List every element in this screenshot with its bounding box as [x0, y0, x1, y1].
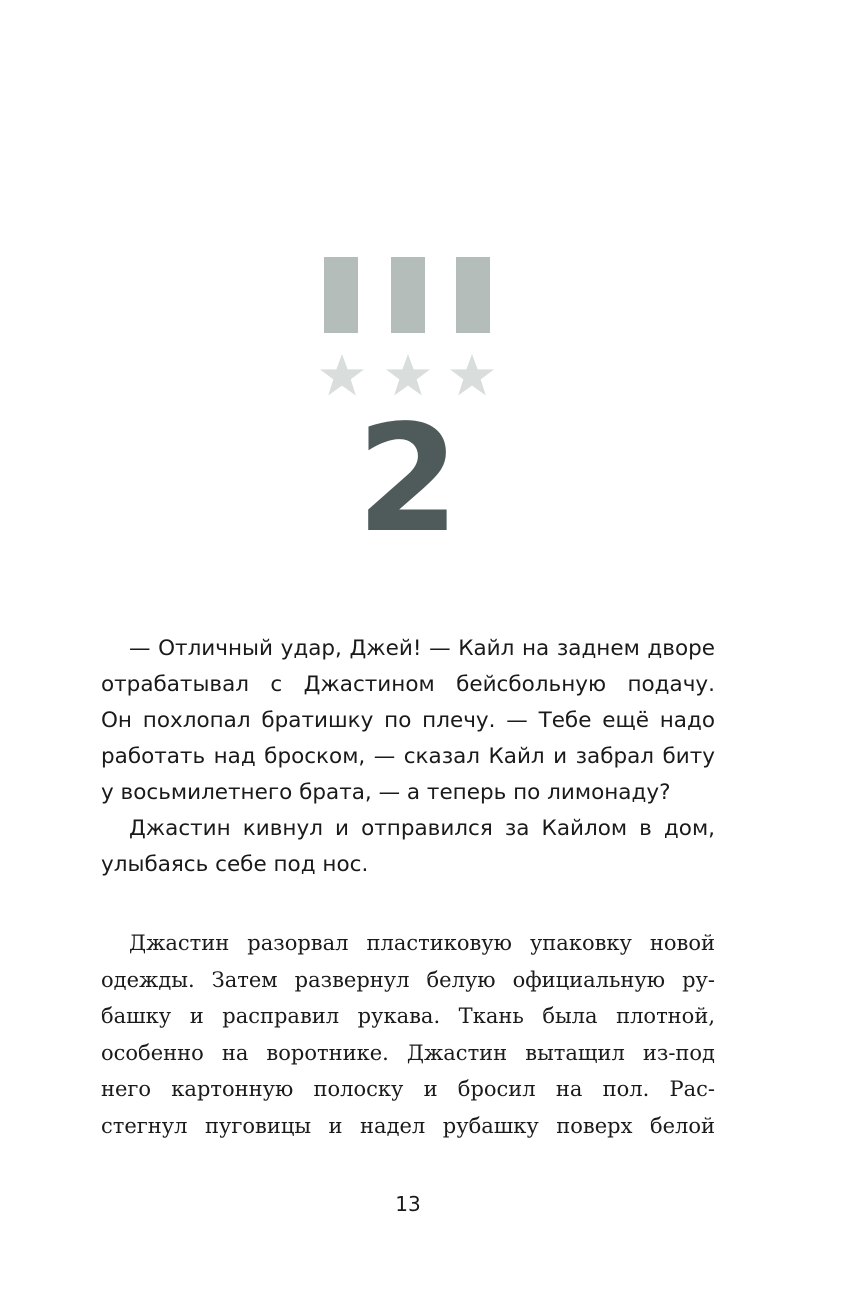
numeral-bar: [391, 257, 425, 333]
text-line: Он похлопал братишку по плечу. — Тебе ещё надо: [101, 708, 715, 733]
text-line: него картонную полоску и бросил на пол. Рас-: [101, 1077, 715, 1101]
text-line: Джастин разорвал пластиковую упаковку новой: [129, 931, 715, 955]
text-line: работать над броском, — сказал Кайл и забрал биту: [101, 744, 715, 769]
chapter-number: 2: [356, 393, 460, 565]
text-line: башку и расправил рукава. Ткань была плотной,: [101, 1004, 715, 1028]
text-line: особенно на воротнике. Джастин вытащил из-под: [101, 1040, 715, 1065]
page-number: 13: [395, 1192, 421, 1216]
text-line: отрабатывал с Джастином бейсбольную подачу.: [101, 672, 715, 697]
part-numeral: [324, 257, 490, 333]
numeral-bar: [456, 257, 490, 333]
text-line: Джастин кивнул и отправился за Кайлом в дом,: [129, 816, 715, 841]
text-line: у восьмилетнего брата, — а теперь по лимонаду?: [101, 780, 671, 805]
text-line: стегнул пуговицы и надел рубашку поверх белой: [101, 1113, 715, 1138]
text-line: — Отличный удар, Джей! — Кайл на заднем дворе: [129, 636, 715, 661]
opening-passage: [101, 631, 715, 883]
numeral-bar: [324, 257, 358, 333]
main-passage: [101, 925, 715, 1144]
text-line: одежды. Затем развернул белую официальную ру-: [101, 967, 715, 992]
text-line: улыбаясь себе под нос.: [101, 852, 369, 877]
